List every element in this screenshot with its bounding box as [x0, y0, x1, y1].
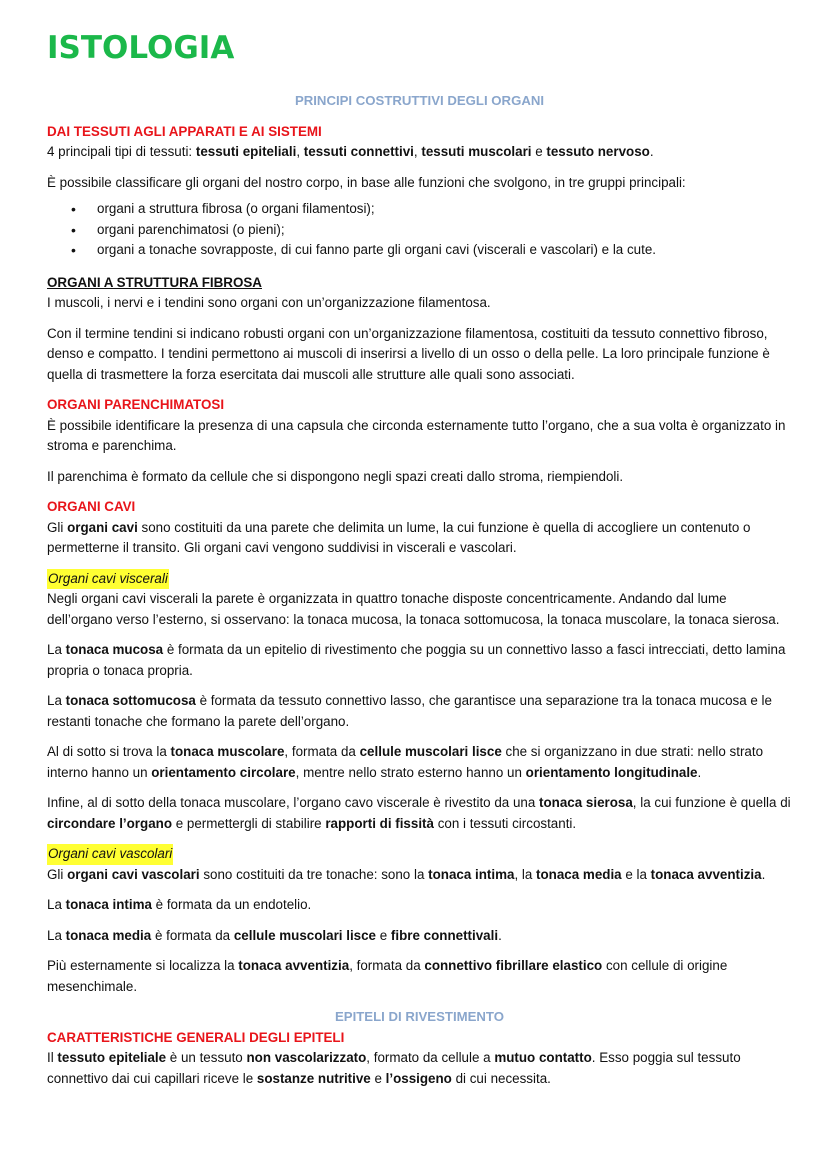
- section-heading-principi: PRINCIPI COSTRUTTIVI DEGLI ORGANI: [294, 93, 545, 108]
- page-title: ISTOLOGIA: [47, 30, 235, 66]
- bold-term: orientamento circolare: [151, 764, 296, 780]
- paragraph-epiteli: [47, 1048, 792, 1089]
- text-run: . Esso poggia sul tessuto connettivo dai cui capillari riceve le: [47, 1050, 741, 1086]
- text-run: 4 principali tipi di tessuti:: [47, 144, 196, 159]
- bold-term: tonaca sierosa: [539, 795, 633, 810]
- bold-term: circondare l’organo: [47, 815, 173, 831]
- text-run: e: [531, 144, 547, 159]
- paragraph-parenchimatosi-1: È possibile identificare la presenza di una capsula che circonda esternamente tutto l’organo, che a sua volta è organizzato in stroma e parenchima.: [47, 417, 786, 453]
- subheading-parenchimatosi: ORGANI PARENCHIMATOSI: [47, 397, 225, 412]
- bold-term: tonaca intima: [65, 897, 152, 912]
- text-run: sono costituiti da tre tonache: sono la: [199, 866, 429, 882]
- subheading-cavi: ORGANI CAVI: [47, 499, 136, 514]
- bold-term: tessuti muscolari: [421, 144, 532, 159]
- bold-term: rapporti di fissità: [325, 815, 434, 831]
- bold-term: organi cavi vascolari: [67, 866, 200, 882]
- paragraph-viscerali-4: [47, 742, 792, 783]
- document-body: [47, 91, 792, 1089]
- subheading-viscerali: Organi cavi viscerali: [47, 569, 169, 590]
- bold-term: cellule muscolari lisce: [233, 927, 377, 943]
- paragraph-vascolari-2: [47, 895, 792, 916]
- text-run: con i tessuti circostanti.: [433, 815, 577, 831]
- text-run: .: [649, 144, 654, 159]
- bold-term: organi cavi: [67, 519, 138, 535]
- paragraph-vascolari-4: [47, 956, 792, 997]
- text-run: Più esternamente si localizza la: [47, 958, 239, 973]
- text-run: , formato da cellule a: [366, 1050, 495, 1065]
- paragraph-vascolari-3: [47, 926, 792, 947]
- bold-term: non vascolarizzato: [246, 1050, 367, 1065]
- bold-term: connettivo fibrillare elastico: [424, 958, 603, 973]
- text-run: .: [697, 764, 702, 780]
- bold-term: l’ossigeno: [385, 1070, 452, 1086]
- subheading-epiteli: CARATTERISTICHE GENERALI DEGLI EPITELI: [47, 1029, 345, 1045]
- text-run: è formata da tessuto connettivo lasso, che garantisce una separazione tra la tonaca mucosa e le restanti tonache che formano la parete dell’organo.: [47, 693, 772, 729]
- text-run: Gli: [47, 519, 68, 535]
- text-run: Infine, al di sotto della tonaca muscolare, l’organo cavo viscerale è rivestito da una: [47, 795, 540, 810]
- text-run: La: [47, 897, 66, 912]
- text-run: , formata da: [284, 744, 360, 759]
- bold-term: tonaca mucosa: [65, 642, 164, 657]
- text-run: La: [47, 693, 66, 708]
- paragraph-tessuti: [47, 142, 792, 163]
- subheading-tessuti: DAI TESSUTI AGLI APPARATI E AI SISTEMI: [47, 123, 322, 139]
- bold-term: tonaca avventizia: [238, 958, 350, 973]
- text-run: .: [498, 927, 502, 943]
- bold-term: cellule muscolari lisce: [359, 744, 502, 759]
- bold-term: orientamento longitudinale: [525, 764, 698, 780]
- paragraph-viscerali-1: Negli organi cavi viscerali la parete è organizzata in quattro tonache disposte concentricamente. Andando dal lume dell’organo verso l’esterno, si osservano: la tonaca mucosa, la tonaca sottomucosa, la tonaca muscolare, la tonaca sierosa.: [47, 591, 780, 627]
- text-run: La: [47, 642, 66, 657]
- paragraph-viscerali-2: [47, 640, 792, 681]
- list-item: • organi a tonache sovrapposte, di cui fanno parte gli organi cavi (viscerali e vascolari) e la cute.: [97, 240, 792, 261]
- text-run: è formata da: [151, 927, 234, 943]
- text-run: con cellule di origine mesenchimale.: [47, 958, 728, 994]
- text-run: Il: [47, 1050, 58, 1065]
- paragraph-vascolari-1: [47, 865, 792, 886]
- text-run: e: [376, 927, 391, 943]
- bold-term: tonaca media: [536, 866, 622, 882]
- section-heading-epiteli: EPITELI DI RIVESTIMENTO: [334, 1009, 505, 1024]
- bold-term: tonaca sottomucosa: [65, 693, 196, 708]
- text-run: , mentre nello strato esterno hanno un: [295, 764, 526, 780]
- paragraph-viscerali-3: [47, 691, 792, 732]
- text-run: è un tessuto: [166, 1050, 247, 1065]
- bold-term: tessuto epiteliale: [57, 1050, 167, 1065]
- bold-term: fibre connettivali: [390, 927, 499, 943]
- bold-term: tessuti connettivi: [303, 144, 414, 159]
- bold-term: tonaca avventizia: [650, 866, 762, 882]
- organ-groups-list: [47, 199, 792, 261]
- text-run: e la: [621, 866, 651, 882]
- text-run: è formata da un epitelio di rivestimento che poggia su un connettivo lasso a fasci intrecciati, detto lamina propria o tonaca propria.: [47, 642, 786, 678]
- text-run: di cui necessita.: [451, 1070, 551, 1086]
- paragraph-fibrosa-1: I muscoli, i nervi e i tendini sono organi con un’organizzazione filamentosa.: [47, 295, 491, 310]
- bold-term: tessuto nervoso: [546, 144, 650, 159]
- bold-term: tonaca media: [65, 927, 152, 943]
- text-run: ,: [413, 144, 422, 159]
- bold-term: sostanze nutritive: [256, 1070, 371, 1086]
- paragraph-parenchimatosi-2: Il parenchima è formato da cellule che si dispongono negli spazi creati dallo stroma, riempiendoli.: [47, 468, 624, 484]
- list-item: • organi a struttura fibrosa (o organi filamentosi);: [97, 199, 792, 220]
- bold-term: tonaca intima: [428, 866, 515, 882]
- bold-term: tessuti epiteliali: [195, 144, 297, 159]
- text-run: , la: [514, 866, 537, 882]
- subheading-fibrosa: ORGANI A STRUTTURA FIBROSA: [47, 274, 262, 290]
- text-run: sono costituiti da una parete che delimita un lume, la cui funzione è quella di accogliere un contenuto o permetterne il transito. Gli organi cavi vengono suddivisi in viscerali e vascolari.: [47, 519, 751, 555]
- paragraph-viscerali-5: [47, 793, 792, 834]
- paragraph-classificazione: È possibile classificare gli organi del nostro corpo, in base alle funzioni che svolgono, in tre gruppi principali:: [47, 174, 686, 190]
- text-run: .: [761, 866, 766, 882]
- text-run: La: [47, 927, 66, 943]
- list-item: • organi parenchimatosi (o pieni);: [97, 220, 792, 241]
- text-run: e: [370, 1070, 386, 1086]
- text-run: e permettergli di stabilire: [172, 815, 326, 831]
- text-run: è formata da un endotelio.: [151, 897, 312, 912]
- paragraph-fibrosa-2: Con il termine tendini si indicano robusti organi con un’organizzazione filamentosa, costituiti da tessuto connettivo fibroso, denso e compatto. I tendini permettono ai muscoli di inserirsi a livello di un osso o della pelle. La loro principale funzione è quella di trasmettere la forza esercitata dai muscoli alle strutture alle quali sono associati.: [47, 325, 770, 382]
- bold-term: mutuo contatto: [494, 1050, 592, 1065]
- bold-term: tonaca muscolare: [170, 744, 285, 759]
- text-run: ,: [296, 144, 304, 159]
- text-run: , formata da: [349, 958, 425, 973]
- text-run: che si organizzano in due strati: nello strato interno hanno un: [47, 744, 764, 780]
- text-run: , la cui funzione è quella di: [632, 795, 791, 810]
- text-run: Gli: [47, 866, 68, 882]
- subheading-vascolari: Organi cavi vascolari: [47, 844, 173, 865]
- paragraph-cavi: [47, 518, 792, 559]
- text-run: Al di sotto si trova la: [47, 744, 171, 759]
